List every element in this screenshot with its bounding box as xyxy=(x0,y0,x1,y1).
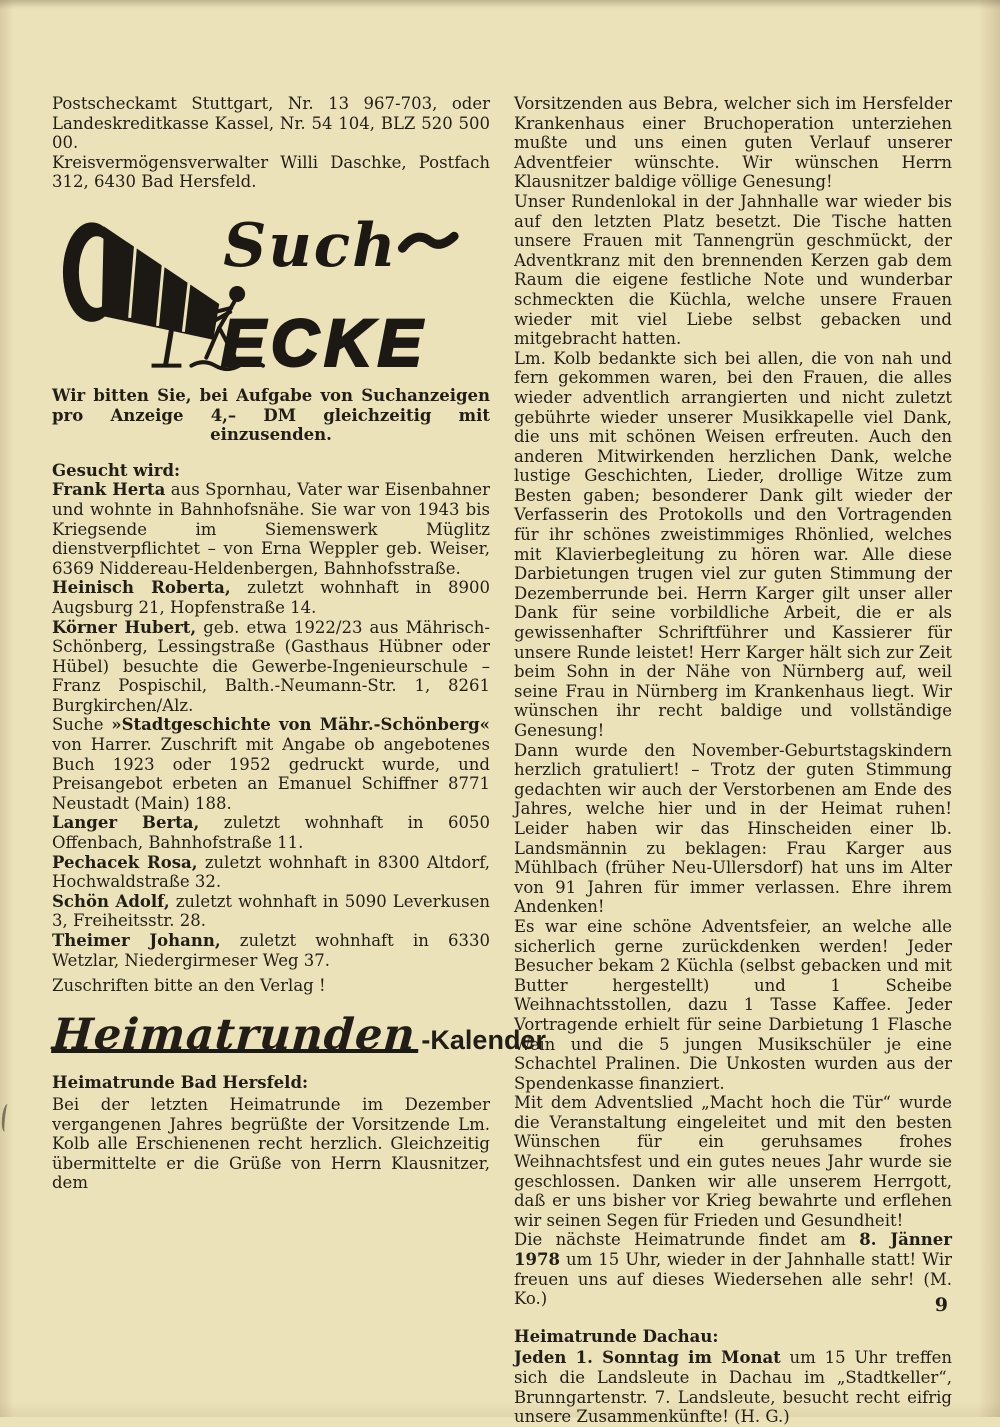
ecke-text: ECKE xyxy=(221,306,428,378)
report-paragraph: Vorsitzenden aus Bebra, welcher sich im Hersfelder Krankenhaus einer Bruchoperation unterziehen mußte und uns einen guten Verlauf unserer Adventfeier wünschte. Wir wünschen Herrn Klausnitzer baldige völlige Genesung! xyxy=(514,94,952,192)
next-meeting-paragraph xyxy=(514,1230,952,1308)
entry-name: Langer Berta, xyxy=(52,813,200,833)
report-paragraph: Lm. Kolb bedankte sich bei allen, die von nah und fern gekommen waren, bei den Frauen, die alles wieder adventlich arrangierten und nicht zuletzt gebührte wieder unserer Musikkapelle viel Dank, die uns mit schönen Weisen erfreuten. Auch den anderen Mitwirkenden herzlichen Dank, welche lustige Geschichten, Lieder, drollige Witze zum Besten gaben; besonderer Dank gilt wieder der Verfasserin des Protokolls und den Vortragenden für ihr schönes zweistimmiges Rhönlied, welches mit Klavierbegleitung zu hören war. Alle diese Darbietungen trugen viel zur guten Stimmung der Dezemberrunde bei. Herrn Karger gilt unser aller Dank für seine vorbildliche Arbeit, die er als gewissenhafter Schriftführer und Kassierer für unsere Runde leistet! Herr Karger hält sich zur Zeit beim Sohn in der Nähe von Nürnberg auf, weil seine Frau in Nürnberg im Krankenhaus liegt. Wir wünschen ihr recht baldige und vollständige Genesung! xyxy=(514,348,952,740)
entry-name: Körner Hubert, xyxy=(52,617,197,637)
entry-text: zuletzt wohnhaft in 8900 Augsburg 21, Hopfenstraße 14. xyxy=(52,578,491,617)
entry-text: aus Spornhau, Vater war Eisenbahner und wohnte in Bahnhofsnähe. Sie war von 1943 bis Kriegsende im Siemenswerk Müglitz dienstverpflichtet – von Erna Weppler geb. Weiser, 6369 Niddereau-Heldenbergen, Bahnhofsstraße. xyxy=(52,480,490,578)
report-paragraph: Mit dem Adventslied „Macht hoch die Tür“ wurde die Veranstaltung eingeleitet und mit den besten Wünschen für ein geruhsames frohes Weihnachtsfest und ein gutes neues Jahr wurde sie geschlossen. Danken wir alle unserem Herrgott, daß er uns bisher vor Krieg bewahrte und erflehen wir seinen Segen für Frieden und Gesundheit! xyxy=(514,1093,952,1230)
search-entry xyxy=(52,480,490,578)
search-entry xyxy=(52,813,490,852)
heimatrunden-kalender-headline xyxy=(50,1009,546,1060)
suchanzeigen-notice: Wir bitten Sie, bei Aufgabe von Suchanzeigen pro Anzeige 4,– DM gleichzeitig mit einzusenden. xyxy=(52,385,490,445)
report-paragraph: Dann wurde den November-Geburtstagskindern herzlich gratuliert! – Trotz der guten Stimmung gedachten wir auch der Verstorbenen am Ende des Jahres, welche hier und in der Heimat ruhen! Leider haben wir das Hinscheiden einer lb. Landsmännin zu beklagen: Frau Karger aus Mühlbach (früher Neu-Ullersdorf) hat uns im Alter von 91 Jahren für immer verlassen. Ehre ihrem Andenken! xyxy=(514,740,952,917)
entry-text: von Harrer. Zuschrift mit Angabe ob angebotenes Buch 1923 oder 1952 gedruckt wurde, und Preisangebot erbeten an Emanuel Schiffner 8771 Neustadt (Main) 188. xyxy=(52,735,490,813)
swash-stroke xyxy=(402,236,454,248)
page-number: 9 xyxy=(934,1294,948,1316)
closing-line: Zuschriften bitte an den Verlag ! xyxy=(52,976,326,996)
entry-text: zuletzt wohnhaft in 6330 Wetzlar, Niedergirmeser Weg 37. xyxy=(52,931,491,970)
such-ecke-graphic xyxy=(52,208,490,378)
heimatrunde-dachau-heading: Heimatrunde Dachau: xyxy=(514,1326,719,1346)
search-entry xyxy=(52,715,490,813)
dachau-paragraph xyxy=(514,1348,952,1426)
report-paragraph: Unser Rundenlokal in der Jahnhalle war wieder bis auf den letzten Platz besetzt. Die Tische hatten unsere Frauen mit Tannengrün geschmückt, der Adventkranz mit den brennenden Kerzen gab dem Raum die eigene festliche Note und wunderbar schmeckten die Küchla, welche unsere Frauen wieder mit viel Liebe selbst gebacken und mitgebracht hatten. xyxy=(514,191,952,349)
search-entry xyxy=(52,892,490,931)
report-paragraph: Es war eine schöne Adventsfeier, an welche alle sicherlich gerne zurückdenken werden! Jeder Besucher bekam 2 Küchla (selbst gebacken und mit Butter hergestellt) und 1 Scheibe Weihnachtsstollen, dazu 1 Tasse Kaffee. Jeder Vortragende erhielt für seine Darbietung 1 Flasche Wein und die 5 jungen Musikschüler je eine Schachtel Pralinen. Die Unkosten wurden aus der Spendenkasse finanziert. xyxy=(514,916,952,1093)
heimatrunde-bad-hersfeld-heading: Heimatrunde Bad Hersfeld: xyxy=(52,1073,309,1093)
search-entry xyxy=(52,931,490,970)
bank-info-paragraph: Postscheckamt Stuttgart, Nr. 13 967-703, oder Landeskreditkasse Kassel, Nr. 54 104, BLZ 520 500 00. xyxy=(52,94,490,153)
entry-text: geb. etwa 1922/23 aus Mährisch-Schönberg, Lessingstraße (Gasthaus Hübner oder Hübel) besuchte die Gewerbe-Ingenieurschule – Franz Pospischil, Balth.-Neumann-Str. 1, 8261 Burgkirchen/Alz. xyxy=(52,617,490,715)
such-script-text: Such xyxy=(223,211,398,282)
hersfeld-paragraph: Bei der letzten Heimatrunde im Dezember vergangenen Jahres begrüßte der Vorsitzende Lm. Kolb alle Erschienenen recht herzlich. Gleichzeitig übermittelte er die Grüße von Herrn Klausnitzer, dem xyxy=(52,1094,490,1193)
meeting-schedule: Jeden 1. Sonntag im Monat xyxy=(514,1348,781,1368)
meeting-date: 8. Jänner 1978 xyxy=(514,1230,952,1270)
entry-name: Theimer Johann, xyxy=(52,931,221,950)
search-entry xyxy=(52,853,490,892)
entry-name: Heinisch Roberta, xyxy=(52,578,231,598)
right-column xyxy=(514,94,952,1427)
megaphone-icon xyxy=(63,222,219,365)
entry-name: »Stadtgeschichte von Mähr.-Schönberg« xyxy=(111,715,490,735)
admin-info-paragraph: Kreisvermögensverwalter Willi Daschke, Postfach 312, 6430 Bad Hersfeld. xyxy=(52,152,490,192)
search-entry xyxy=(52,578,490,617)
kalender-suffix-word: -Kalender xyxy=(421,1024,546,1055)
left-column xyxy=(50,94,546,1193)
entry-text: zuletzt wohnhaft in 8300 Altdorf, Hochwaldstraße 32. xyxy=(52,852,490,892)
paragraph-pre: Die nächste Heimatrunde findet am xyxy=(514,1230,860,1250)
entry-name: Schön Adolf, xyxy=(52,891,170,911)
entry-text: zuletzt wohnhaft in 6050 Offenbach, Bahnhofstraße 11. xyxy=(52,813,490,853)
scan-artifact-mark xyxy=(1,1104,14,1133)
such-ecke-illustration xyxy=(52,208,490,378)
entry-text: zuletzt wohnhaft in 5090 Leverkusen 3, Freiheitsstr. 28. xyxy=(52,891,490,931)
kalender-script-word: Heimatrunden xyxy=(51,1026,420,1053)
entry-name: Pechacek Rosa, xyxy=(52,852,198,872)
search-entry xyxy=(52,618,490,716)
paragraph-post: um 15 Uhr treffen sich die Landsleute in Dachau im „Stadtkeller“, Brunngartenstr. 7. Landsleute, besucht recht eifrig unsere Zusammenkünfte! (H. G.) xyxy=(514,1348,952,1427)
paragraph-post: um 15 Uhr, wieder in der Jahnhalle statt! Wir freuen uns auf dieses Wiedersehen alle sehr! (M. Ko.) xyxy=(514,1250,952,1309)
gesucht-wird-heading: Gesucht wird: xyxy=(52,460,181,480)
entry-pre: Suche xyxy=(52,715,112,735)
entry-name: Frank Herta xyxy=(52,480,166,500)
